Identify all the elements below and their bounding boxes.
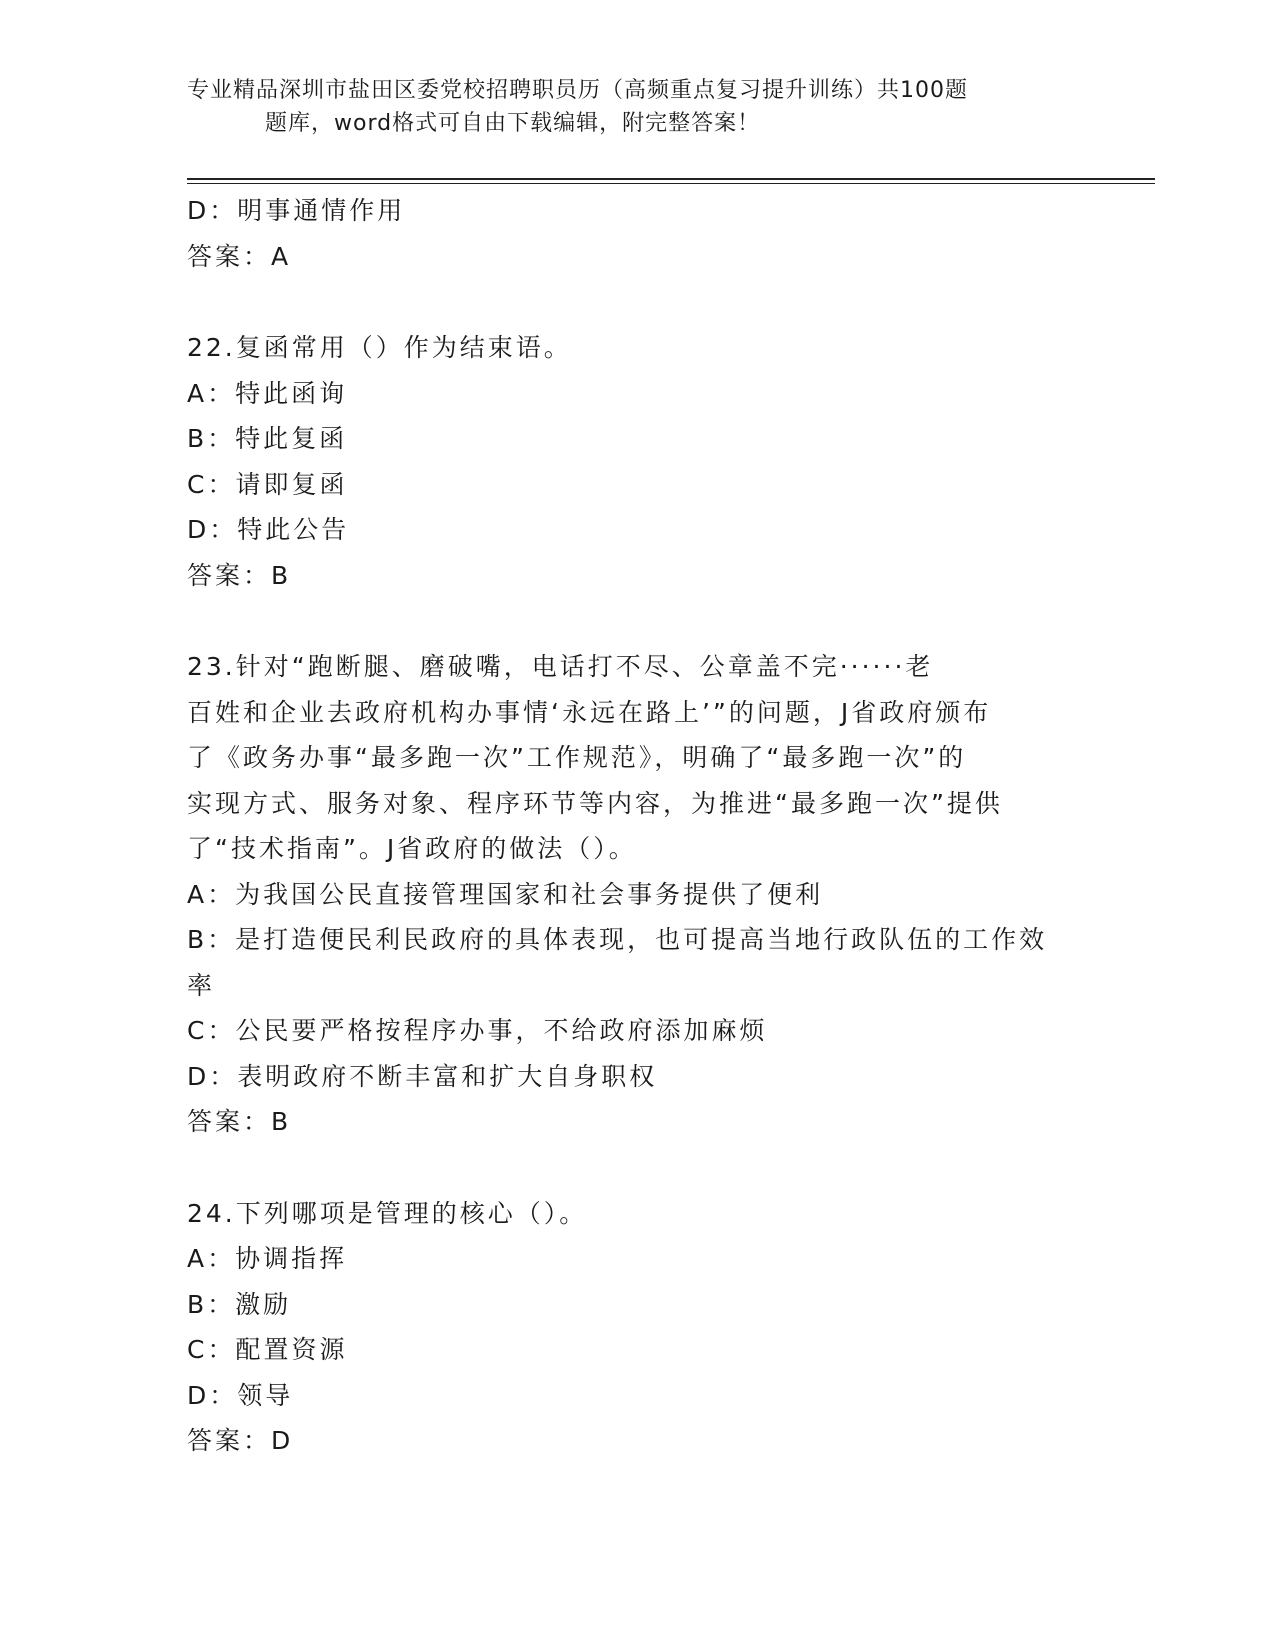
spacer: [187, 598, 1087, 644]
answer: 答案：B: [187, 560, 292, 590]
header-line-2: 题库，word格式可自由下载编辑，附完整答案！: [265, 111, 761, 136]
question-list: [187, 188, 1087, 1464]
option-c: C：配置资源: [187, 1335, 348, 1364]
option-b-line-2: 率: [187, 970, 216, 1000]
header-line-1: 专业精品深圳市盐田区委党校招聘职员历（高频重点复习提升训练）共100题: [187, 78, 968, 103]
option-b: B：特此复函: [187, 424, 348, 453]
option-b-line-1: B：是打造便民利民政府的具体表现，也可提高当地行政队伍的工作效: [187, 925, 1048, 954]
option-d: D：明事通情作用: [187, 196, 406, 225]
question-stem: 22.复函常用（）作为结束语。: [187, 333, 572, 362]
option-a: A：特此函询: [187, 378, 348, 408]
question-21-tail: [187, 188, 1087, 279]
answer: 答案：B: [187, 1107, 292, 1136]
question-stem: 24.下列哪项是管理的核心（）。: [187, 1198, 588, 1228]
option-b: B：激励: [187, 1289, 292, 1319]
question-stem-line-3: 了《政务办事“最多跑一次”工作规范》，明确了“最多跑一次”的: [187, 743, 967, 772]
page-header: [187, 74, 1067, 140]
spacer: [187, 1145, 1087, 1191]
option-a: A：为我国公民直接管理国家和社会事务提供了便利: [187, 879, 824, 909]
answer: 答案：D: [187, 1426, 294, 1455]
question-stem-line-5: 了“技术指南”。J省政府的做法（）。: [187, 834, 637, 863]
question-stem-line-1: 23.针对“跑断腿、磨破嘴，电话打不尽、公章盖不完······老: [187, 652, 934, 681]
question-24: [187, 1191, 1087, 1464]
header-rule-thick: [187, 178, 1155, 180]
option-c: C：请即复函: [187, 469, 348, 499]
question-22: [187, 325, 1087, 598]
question-stem-line-2: 百姓和企业去政府机构办事情‘永远在路上’”的问题，J省政府颁布: [187, 697, 992, 727]
option-d: D：领导: [187, 1380, 294, 1410]
option-d: D：特此公告: [187, 515, 350, 544]
answer: 答案：A: [187, 241, 292, 271]
option-a: A：协调指挥: [187, 1244, 348, 1273]
option-c: C：公民要严格按程序办事，不给政府添加麻烦: [187, 1016, 768, 1045]
option-d: D：表明政府不断丰富和扩大自身职权: [187, 1061, 658, 1091]
header-rule-thin: [187, 183, 1155, 184]
question-stem-line-4: 实现方式、服务对象、程序环节等内容，为推进“最多跑一次”提供: [187, 788, 1003, 818]
question-23: [187, 644, 1087, 1145]
spacer: [187, 279, 1087, 325]
